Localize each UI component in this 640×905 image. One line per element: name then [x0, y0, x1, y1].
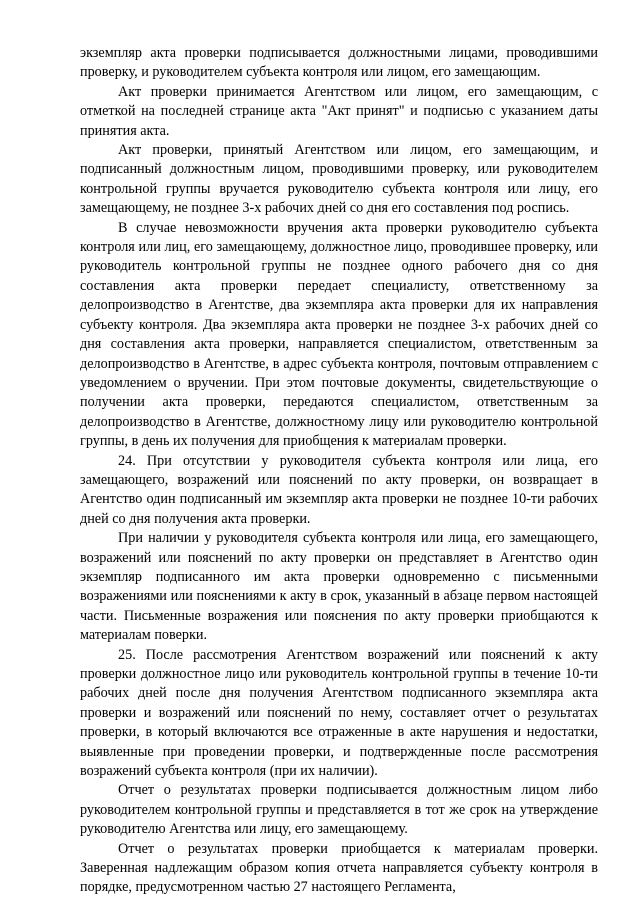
document-body	[80, 44, 598, 898]
paragraph-6: При наличии у руководителя субъекта контроля или лица, его замещающего, возражений или пояснений по акту проверки он представляет в Агентство один экземпляр подписанного им акта проверки одновременно с письменными возражениями или пояснениями к акту в срок, указанный в абзаце первом настоящей части. Письменные возражения или пояснения по акту проверки приобщаются к материалам поверки.	[80, 530, 598, 644]
paragraph-5: 24. При отсутствии у руководителя субъекта контроля или лица, его замещающего, возражений или пояснений по акту проверки, он возвращает в Агентство один подписанный им экземпляр акта проверки не позднее 10-ти рабочих дней со дня получения акта проверки.	[80, 452, 598, 527]
paragraph-8: Отчет о результатах проверки подписывается должностным лицом либо руководителем контрольной группы и представляется в тот же срок на утверждение руководителю Агентства или лицу, его замещающему.	[80, 782, 598, 838]
paragraph-9: Отчет о результатах проверки приобщается к материалам проверки. Заверенная надлежащим образом копия отчета направляется субъекту контроля в порядке, предусмотренном частью 27 настоящего Регламента,	[80, 840, 598, 896]
paragraph-4: В случае невозможности вручения акта проверки руководителю субъекта контроля или лиц, его замещающему, должностное лицо, проводившее проверку, или руководитель контрольной группы не позднее одного рабочего дня со дня составления акта проверки передает специалисту, ответственному за делопроизводство в Агентстве, два экземпляра акта проверки для их направления субъекту контроля. Два экземпляра акта проверки не позднее 3-х рабочих дней со дня составления акта проверки, направляется специалистом, ответственным за делопроизводство в Агентстве, в адрес субъекта контроля, почтовым отправлением с уведомлением о вручении. При этом почтовые документы, свидетельствующие о получении акта проверки, передаются специалистом, ответственным за делопроизводство в Агентстве, должностному лицу или руководителю контрольной группы, в день их получения для приобщения к материалам проверки.	[80, 219, 598, 450]
paragraph-7: 25. После рассмотрения Агентством возражений или пояснений к акту проверки должностное лицо или руководитель контрольной группы в течение 10-ти рабочих дней после дня получения Агентством подписанного экземпляра акта проверки и возражений или пояснений по нему, составляет отчет о результатах проверки, в который включаются все отраженные в акте нарушения и недостатки, выявленные при проведении проверки, и подтвержденные после рассмотрения возражений субъекта контроля (при их наличии).	[80, 646, 598, 780]
paragraph-1: экземпляр акта проверки подписывается должностными лицами, проводившими проверку, и руководителем субъекта контроля или лицом, его замещающим.	[80, 45, 598, 81]
paragraph-3: Акт проверки, принятый Агентством или лицом, его замещающим, и подписанный должностным лицом, проводившими проверку, или руководителем контрольной группы вручается руководителю субъекта контроля или лицу, его замещающему, не позднее 3-х рабочих дней со дня его составления под роспись.	[80, 142, 598, 217]
paragraph-2: Акт проверки принимается Агентством или лицом, его замещающим, с отметкой на последней странице акта "Акт принят" и подписью с указанием даты принятия акта.	[80, 83, 598, 139]
